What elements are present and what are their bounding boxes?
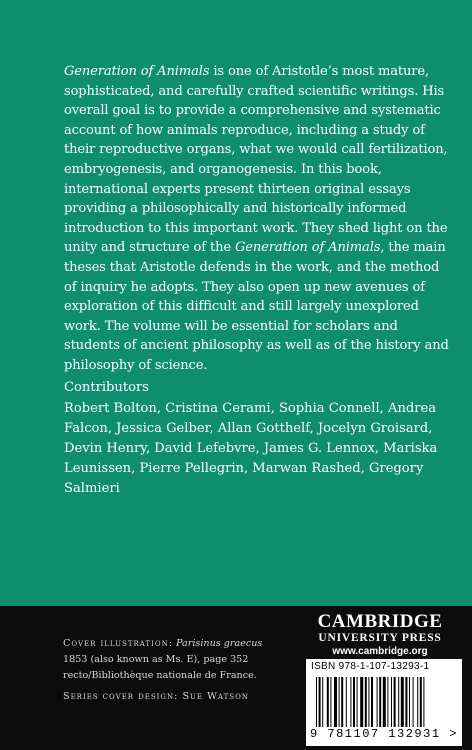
barcode-bar: [327, 677, 329, 727]
publisher-url: www.cambridge.org: [332, 646, 428, 657]
barcode-bar: [377, 677, 378, 727]
barcode-bar: [391, 677, 392, 727]
barcode-bar: [413, 677, 414, 727]
barcode-bar: [405, 677, 407, 727]
barcode-bar: [394, 677, 396, 727]
barcode-box: [306, 659, 462, 746]
barcode-bar: [360, 677, 363, 727]
description-paragraph: [64, 62, 454, 376]
cover-illustration-credit: [63, 636, 278, 684]
barcode-digits: 9 781107 132931 >: [310, 727, 458, 741]
barcode-bar: [383, 677, 386, 727]
designer-name: Sue Watson: [182, 691, 249, 702]
barcode-bar: [341, 677, 343, 727]
barcode-bar: [346, 677, 347, 727]
barcode-bar: [401, 677, 404, 727]
publisher-subtitle: UNIVERSITY PRESS: [318, 632, 442, 644]
barcode-bar: [330, 677, 331, 727]
contributors-section: [64, 378, 444, 499]
barcode-bar: [420, 677, 422, 727]
barcode-bar: [350, 677, 351, 727]
barcode-bar: [368, 677, 369, 727]
barcode-bar: [322, 677, 323, 727]
barcode-bar: [417, 677, 418, 727]
book-title-italic: Generation of Animals: [64, 64, 210, 79]
contributors-list: Robert Bolton, Cristina Cerami, Sophia Connell, Andrea Falcon, Jessica Gelber, Allan Gotthelf, Jocelyn Groisard, Devin Henry, David Lefebvre, James G. Lennox, Mariska Leunissen, Pierre Pellegrin, Marwan Rashed, Gregory Salmieri: [64, 401, 438, 496]
footer-band: [0, 606, 472, 750]
series-design-credit: [63, 691, 249, 702]
description-text-1: is one of Aristotle’s most mature, sophisticated, and carefully crafted scientific writings. His overall goal is to provide a comprehensive and systematic account of how animals reproduce, including a study of their reproductive organs, what we would call fertilization, embryogenesis, and organogenesis. In this book, international experts present thirteen original essays providing a philosophically and historically informed introduction to this important work. They shed light on the unity and structure of the: [64, 64, 448, 256]
cover-source-italic: Parisinus graecus: [176, 638, 263, 649]
barcode-bar: [398, 677, 399, 727]
barcode-bar: [409, 677, 410, 727]
publisher-logo: [305, 612, 455, 658]
barcode-bar: [423, 677, 424, 727]
book-title-italic-2: Generation of Animals: [234, 240, 381, 256]
barcode-bar: [365, 677, 367, 727]
publisher-name: CAMBRIDGE: [317, 611, 443, 632]
barcode-bar: [371, 677, 373, 727]
barcode-bar: [319, 677, 321, 727]
book-description: [64, 62, 454, 376]
barcode-bar: [357, 677, 358, 727]
barcode-bar: [316, 677, 317, 727]
barcode-bar: [334, 677, 337, 727]
isbn-text: ISBN 978-1-107-13293-1: [311, 661, 430, 672]
barcode-bar: [387, 677, 388, 727]
barcode-bar: [353, 677, 355, 727]
barcode-bar: [379, 677, 381, 727]
cover-source-text: 1853 (also known as Ms. E), page 352 recto/Bibliothèque nationale de France.: [63, 654, 257, 681]
cover-illustration-label: Cover illustration:: [63, 638, 173, 649]
contributors-heading: Contributors: [64, 380, 149, 395]
barcode-icon: [316, 677, 454, 727]
description-text-2: , the main theses that Aristotle defends in the work, and the method of inquiry he adopts. They also open up new avenues of exploration of this difficult and still largely unexplored work. The volume will be essential for scholars and students of ancient philosophy as well as of the history and philosophy of science.: [64, 240, 449, 373]
barcode-bar: [339, 677, 340, 727]
design-label: Series cover design:: [63, 691, 179, 702]
